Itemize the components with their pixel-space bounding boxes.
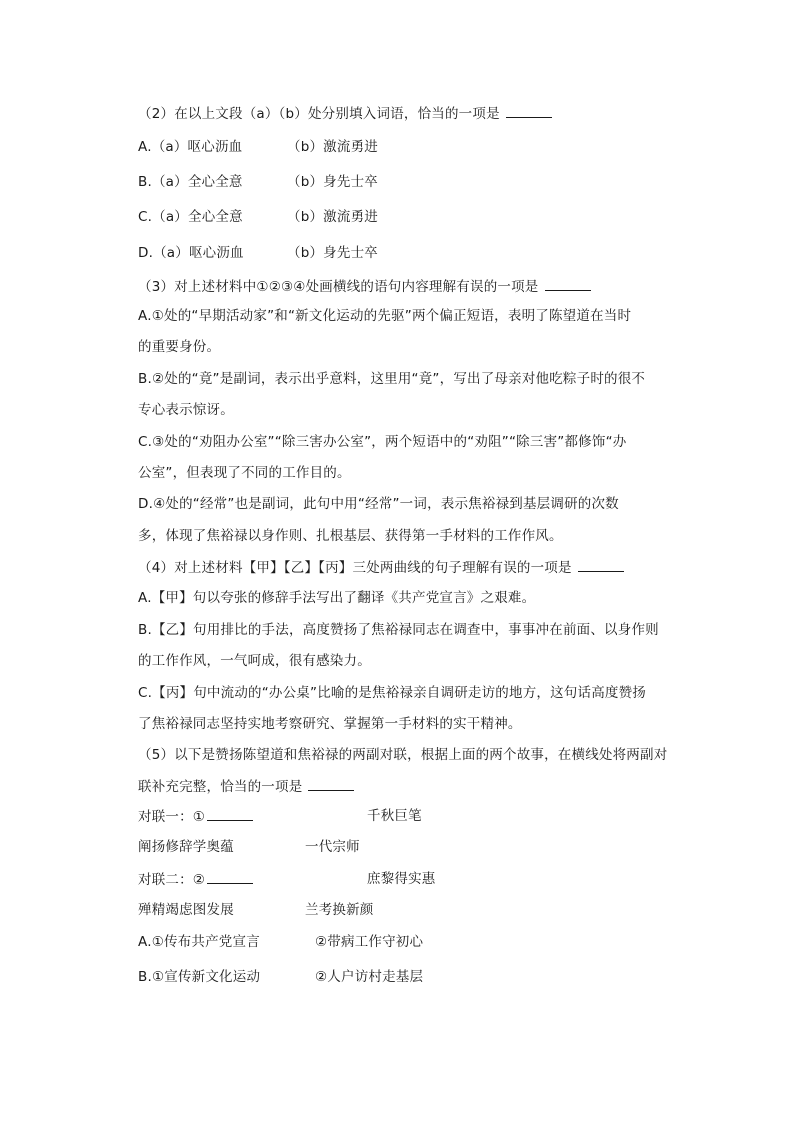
q3-stem-text: （3）对上述材料中①②③④处画横线的语句内容理解有误的一项是 [138,279,539,295]
option-text: （b）激流勇进 [287,139,378,155]
couplet-label: 对联二：② [138,872,206,888]
couplet-two-line1 [138,869,436,890]
answer-blank [578,557,624,572]
option-text: （b）身先士卒 [287,245,378,261]
q4-stem-text: （4）对上述材料【甲】【乙】【丙】三处两曲线的句子理解有误的一项是 [138,560,572,576]
couplet-label: 对联一：① [138,809,206,825]
q4-line: B.【乙】句用排比的手法，高度赞扬了焦裕禄同志在调查中，事事冲在前面、以身作则 [138,622,659,638]
couplet-text: 一代宗师 [305,839,360,855]
couplet-text: 千秋巨笔 [367,808,422,824]
q2-stem-text: （2）在以上文段（a）（b）处分别填入词语，恰当的一项是 [138,106,500,122]
couplet-one-line1 [138,806,422,827]
q3-line: A.①处的“早期活动家”和“新文化运动的先驱”两个偏正短语，表明了陈望道在当时 [138,308,632,324]
couplet-blank [207,869,253,884]
option-text: B.（a）全心全意 [138,174,243,190]
q2-option-d [138,243,378,263]
q5-option-b [138,967,424,987]
q3-line: 多，体现了焦裕禄以身作则、扎根基层、获得第一手材料的工作作风。 [138,528,563,544]
couplet-text: 殚精竭虑图发展 [138,902,234,918]
q5-stem-text: 联补充完整，恰当的一项是 [138,779,303,795]
couplet-text: 阐扬修辞学奥蕴 [138,839,234,855]
q4-line: 的工作作风，一气呵成，很有感染力。 [138,653,371,669]
couplet-blank [207,806,253,821]
q4-line: 了焦裕禄同志坚持实地考察研究、掌握第一手材料的实干精神。 [138,716,522,732]
couplet-one-line2 [138,837,360,857]
q3-line: 专心表示惊讶。 [138,402,234,418]
option-text: （b）身先士卒 [287,174,378,190]
q4-line: A.【甲】句以夸张的修辞手法写出了翻译《共产党宣言》之艰难。 [138,590,536,606]
q2-option-a [138,137,378,157]
option-text: （b）激流勇进 [287,209,378,225]
couplet-two-line2 [138,900,374,920]
q2-option-b [138,172,378,192]
option-text: A.①传布共产党宣言 [138,934,260,950]
option-text: C.（a）全心全意 [138,209,243,225]
couplet-text: 庶黎得实惠 [367,871,436,887]
option-text: A.（a）呕心沥血 [138,139,243,155]
q2-option-c [138,207,378,227]
q4-stem [138,557,624,578]
q3-line: B.②处的“竟”是副词，表示出乎意料，这里用“竟”，写出了母亲对他吃粽子时的很不 [138,371,646,387]
answer-blank [545,276,591,291]
q4-line: C.【丙】句中流动的“办公桌”比喻的是焦裕禄亲自调研走访的地方，这句话高度赞扬 [138,685,647,701]
answer-blank [506,103,552,118]
q3-line: D.④处的“经常”也是副词，此句中用“经常”一词，表示焦裕禄到基层调研的次数 [138,496,619,512]
q3-line: 公室”，但表现了不同的工作目的。 [138,465,351,481]
option-text: ②带病工作守初心 [315,934,424,950]
option-text: B.①宣传新文化运动 [138,969,261,985]
q3-line: C.③处的“劝阻办公室”“除三害办公室”，两个短语中的“劝阻”“除三害”都修饰“办 [138,434,627,450]
couplet-text: 兰考换新颜 [305,902,374,918]
q5-stem-line1: （5）以下是赞扬陈望道和焦裕禄的两副对联，根据上面的两个故事，在横线处将两副对 [138,747,668,763]
q3-line: 的重要身份。 [138,339,221,355]
q2-stem [138,103,552,124]
option-text: ②人户访村走基层 [315,969,424,985]
answer-blank [308,776,354,791]
q5-option-a [138,932,424,952]
q5-stem-line2 [138,776,354,797]
q3-stem [138,276,591,297]
option-text: D.（a）呕心沥血 [138,245,244,261]
